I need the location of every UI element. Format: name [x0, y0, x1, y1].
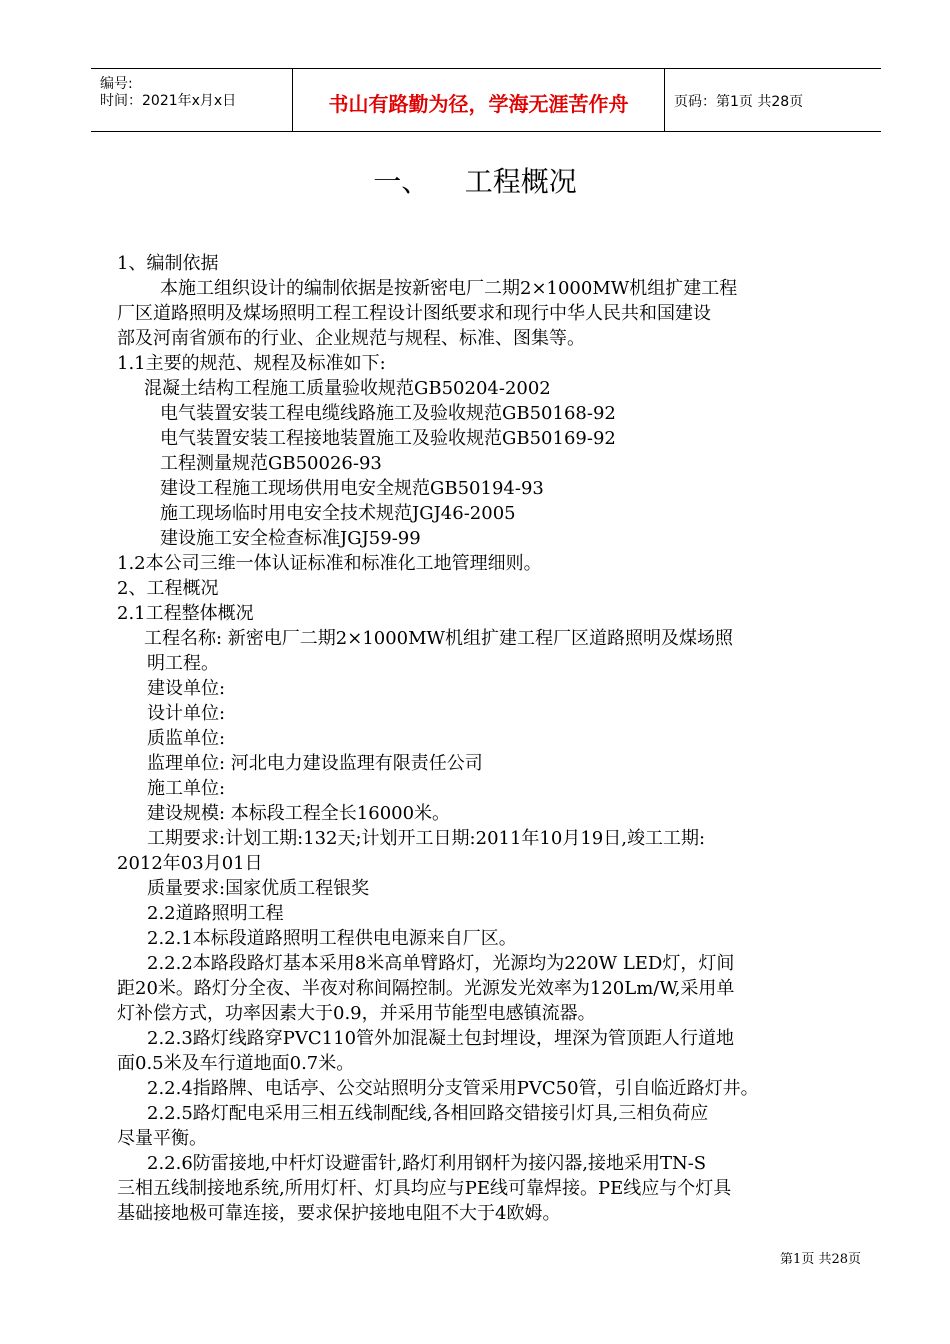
text-line: 质监单位:	[147, 728, 226, 749]
text-line: 2.2道路照明工程	[147, 903, 284, 924]
header-page-cell	[665, 69, 881, 131]
text-line: 建设工程施工现场供用电安全规范GB50194-93	[160, 478, 544, 499]
text-line: 建设规模: 本标段工程全长16000米。	[147, 803, 451, 824]
text-line: 质量要求:国家优质工程银奖	[147, 878, 370, 899]
text-line: 1.2本公司三维一体认证标准和标准化工地管理细则。	[117, 553, 542, 574]
text-line: 施工现场临时用电安全技术规范JGJ46-2005	[160, 503, 516, 524]
text-line: 基础接地极可靠连接，要求保护接地电阻不大于4欧姆。	[117, 1203, 561, 1224]
text-line: 1、编制依据	[117, 253, 219, 274]
text-line: 面0.5米及车行道地面0.7米。	[117, 1053, 355, 1074]
text-line: 2.2.3路灯线路穿PVC110管外加混凝土包封埋设，埋深为管顶距人行道地	[147, 1028, 735, 1049]
text-line: 建设单位:	[147, 678, 226, 699]
header-meta-cell	[91, 69, 293, 131]
text-line: 厂区道路照明及煤场照明工程工程设计图纸要求和现行中华人民共和国建设	[117, 303, 711, 324]
header-motto-cell	[293, 69, 665, 131]
text-line: 电气装置安装工程接地装置施工及验收规范GB50169-92	[160, 428, 616, 449]
text-line: 三相五线制接地系统,所用灯杆、灯具均应与PE线可靠焊接。PE线应与个灯具	[117, 1178, 732, 1199]
page-header	[91, 68, 881, 132]
header-page-number: 页码：第1页 共28页	[674, 94, 804, 110]
header-motto: 书山有路勤为径，学海无涯苦作舟	[328, 92, 629, 116]
text-line: 2.2.6防雷接地,中杆灯设避雷针,路灯利用钢杆为接闪器,接地采用TN-S	[147, 1153, 707, 1174]
text-line: 工程测量规范GB50026-93	[160, 453, 382, 474]
text-line: 明工程。	[147, 653, 219, 674]
text-line: 尽量平衡。	[117, 1128, 207, 1149]
text-line: 2、工程概况	[117, 578, 219, 599]
text-line: 2.1工程整体概况	[117, 603, 254, 624]
document-time-label: 时间：2021年x月x日	[100, 93, 237, 109]
text-line: 电气装置安装工程电缆线路施工及验收规范GB50168-92	[160, 403, 616, 424]
page-footer: 第1页 共28页	[780, 1252, 861, 1267]
text-line: 施工单位:	[147, 778, 226, 799]
text-line: 2.2.4指路牌、电话亭、公交站照明分支管采用PVC50管，引自临近路灯井。	[147, 1078, 759, 1099]
document-body	[117, 251, 867, 1226]
text-line: 建设施工安全检查标准JGJ59-99	[160, 528, 421, 549]
text-line: 设计单位:	[147, 703, 226, 724]
text-line: 监理单位: 河北电力建设监理有限责任公司	[147, 753, 483, 774]
text-line: 2.2.2本路段路灯基本采用8米高单臂路灯，光源均为220W LED灯，灯间	[147, 953, 735, 974]
text-line: 2.2.5路灯配电采用三相五线制配线,各相回路交错接引灯具,三相负荷应	[147, 1103, 709, 1124]
text-line: 部及河南省颁布的行业、企业规范与规程、标准、图集等。	[117, 328, 585, 349]
text-line: 工程名称: 新密电厂二期2×1000MW机组扩建工程厂区道路照明及煤场照	[144, 628, 734, 649]
text-line: 2.2.1本标段道路照明工程供电电源来自厂区。	[147, 928, 517, 949]
section-title: 一、 工程概况	[373, 165, 577, 198]
text-line: 距20米。路灯分全夜、半夜对称间隔控制。光源发光效率为120Lm/W,采用单	[117, 978, 735, 999]
text-line: 2012年03月01日	[117, 853, 263, 874]
text-line: 灯补偿方式，功率因素大于0.9，并采用节能型电感镇流器。	[117, 1003, 596, 1024]
text-line: 工期要求:计划工期:132天;计划开工日期:2011年10月19日,竣工工期:	[147, 828, 706, 849]
text-line: 1.1主要的规范、规程及标准如下:	[117, 353, 386, 374]
text-line: 混凝土结构工程施工质量验收规范GB50204-2002	[144, 378, 551, 399]
document-number-label: 编号:	[100, 76, 133, 92]
text-line: 本施工组织设计的编制依据是按新密电厂二期2×1000MW机组扩建工程	[160, 278, 738, 299]
